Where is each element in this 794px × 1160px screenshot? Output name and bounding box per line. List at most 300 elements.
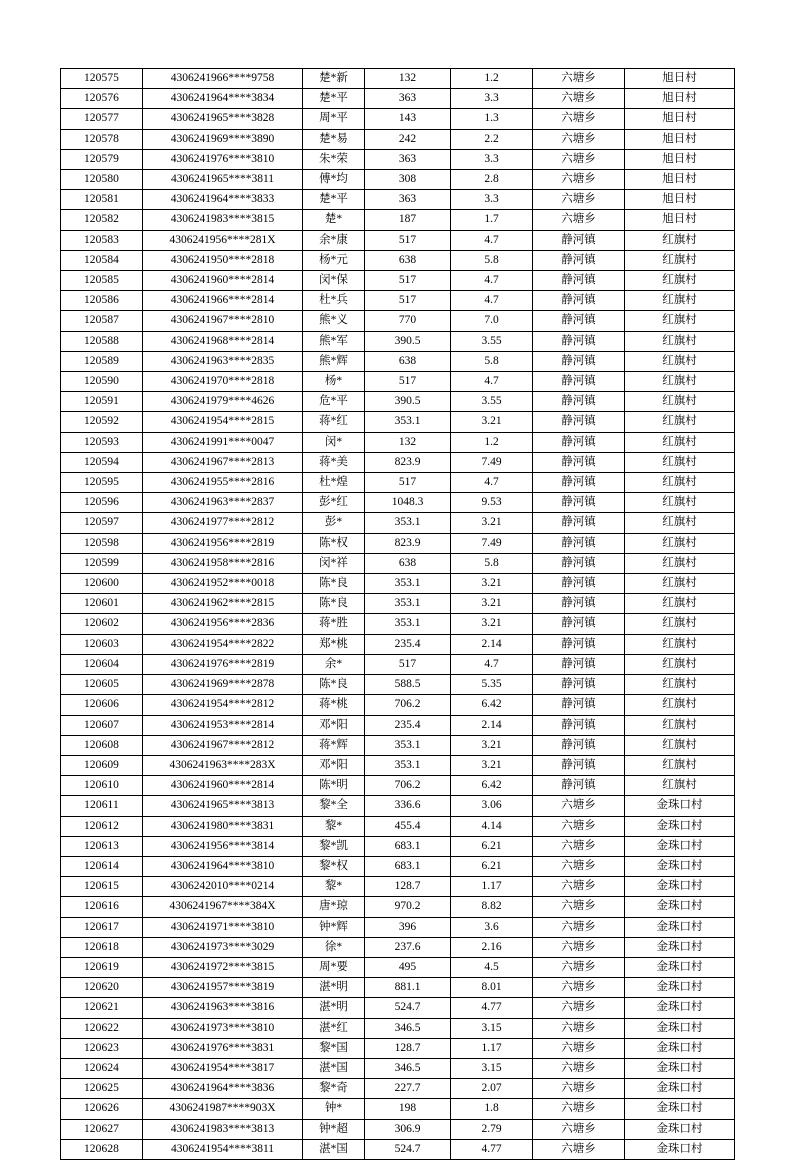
cell-village: 红旗村 bbox=[625, 614, 735, 634]
cell-name: 湛*红 bbox=[303, 1018, 365, 1038]
cell-id_card: 4306241957****3819 bbox=[143, 978, 303, 998]
cell-village: 金珠口村 bbox=[625, 1079, 735, 1099]
cell-amount: 823.9 bbox=[365, 533, 451, 553]
table-row bbox=[61, 614, 735, 634]
cell-township: 六塘乡 bbox=[533, 1139, 625, 1159]
cell-village: 红旗村 bbox=[625, 574, 735, 594]
cell-name: 危*平 bbox=[303, 392, 365, 412]
beneficiary-table bbox=[60, 68, 735, 1160]
cell-township: 静河镇 bbox=[533, 654, 625, 674]
cell-serial: 120585 bbox=[61, 271, 143, 291]
cell-name: 邓*阳 bbox=[303, 715, 365, 735]
cell-serial: 120626 bbox=[61, 1099, 143, 1119]
cell-rate: 3.21 bbox=[451, 574, 533, 594]
cell-village: 红旗村 bbox=[625, 715, 735, 735]
cell-township: 六塘乡 bbox=[533, 796, 625, 816]
cell-amount: 524.7 bbox=[365, 1139, 451, 1159]
cell-rate: 3.06 bbox=[451, 796, 533, 816]
cell-amount: 638 bbox=[365, 553, 451, 573]
cell-name: 彭* bbox=[303, 513, 365, 533]
table-row bbox=[61, 513, 735, 533]
cell-serial: 120575 bbox=[61, 69, 143, 89]
cell-name: 徐* bbox=[303, 937, 365, 957]
cell-amount: 346.5 bbox=[365, 1058, 451, 1078]
cell-rate: 4.7 bbox=[451, 230, 533, 250]
cell-id_card: 4306241964****3833 bbox=[143, 190, 303, 210]
cell-name: 湛*国 bbox=[303, 1058, 365, 1078]
cell-amount: 235.4 bbox=[365, 634, 451, 654]
cell-township: 六塘乡 bbox=[533, 957, 625, 977]
cell-id_card: 4306241958****2816 bbox=[143, 553, 303, 573]
cell-id_card: 4306241991****0047 bbox=[143, 432, 303, 452]
cell-serial: 120610 bbox=[61, 776, 143, 796]
cell-village: 红旗村 bbox=[625, 755, 735, 775]
cell-township: 静河镇 bbox=[533, 432, 625, 452]
cell-township: 静河镇 bbox=[533, 331, 625, 351]
cell-serial: 120581 bbox=[61, 190, 143, 210]
cell-rate: 3.3 bbox=[451, 149, 533, 169]
cell-id_card: 4306241969****3890 bbox=[143, 129, 303, 149]
cell-name: 闵* bbox=[303, 432, 365, 452]
table-row bbox=[61, 331, 735, 351]
cell-name: 黎*国 bbox=[303, 1038, 365, 1058]
cell-township: 静河镇 bbox=[533, 715, 625, 735]
cell-village: 金珠口村 bbox=[625, 1139, 735, 1159]
cell-id_card: 4306241980****3831 bbox=[143, 816, 303, 836]
cell-rate: 6.42 bbox=[451, 776, 533, 796]
cell-rate: 1.17 bbox=[451, 1038, 533, 1058]
cell-village: 红旗村 bbox=[625, 271, 735, 291]
cell-township: 六塘乡 bbox=[533, 170, 625, 190]
cell-rate: 3.21 bbox=[451, 412, 533, 432]
cell-township: 六塘乡 bbox=[533, 877, 625, 897]
cell-village: 红旗村 bbox=[625, 473, 735, 493]
cell-name: 周*要 bbox=[303, 957, 365, 977]
cell-village: 红旗村 bbox=[625, 675, 735, 695]
cell-serial: 120601 bbox=[61, 594, 143, 614]
cell-id_card: 4306241960****2814 bbox=[143, 776, 303, 796]
cell-id_card: 4306241983****3813 bbox=[143, 1119, 303, 1139]
table-row bbox=[61, 1139, 735, 1159]
table-row bbox=[61, 715, 735, 735]
cell-id_card: 4306241965****3811 bbox=[143, 170, 303, 190]
cell-name: 蒋*桃 bbox=[303, 695, 365, 715]
cell-name: 湛*国 bbox=[303, 1139, 365, 1159]
cell-amount: 881.1 bbox=[365, 978, 451, 998]
cell-serial: 120600 bbox=[61, 574, 143, 594]
cell-amount: 353.1 bbox=[365, 594, 451, 614]
table-row bbox=[61, 351, 735, 371]
cell-amount: 706.2 bbox=[365, 776, 451, 796]
table-row bbox=[61, 917, 735, 937]
table-row bbox=[61, 452, 735, 472]
cell-id_card: 4306241983****3815 bbox=[143, 210, 303, 230]
cell-village: 金珠口村 bbox=[625, 978, 735, 998]
cell-name: 楚* bbox=[303, 210, 365, 230]
table-row bbox=[61, 776, 735, 796]
cell-name: 熊*军 bbox=[303, 331, 365, 351]
table-row bbox=[61, 271, 735, 291]
cell-amount: 517 bbox=[365, 473, 451, 493]
cell-township: 静河镇 bbox=[533, 392, 625, 412]
table-row bbox=[61, 695, 735, 715]
cell-serial: 120628 bbox=[61, 1139, 143, 1159]
cell-serial: 120597 bbox=[61, 513, 143, 533]
cell-name: 朱*荣 bbox=[303, 149, 365, 169]
cell-township: 静河镇 bbox=[533, 553, 625, 573]
cell-name: 陈*明 bbox=[303, 776, 365, 796]
cell-serial: 120583 bbox=[61, 230, 143, 250]
cell-amount: 706.2 bbox=[365, 695, 451, 715]
cell-village: 旭日村 bbox=[625, 129, 735, 149]
cell-village: 旭日村 bbox=[625, 170, 735, 190]
cell-amount: 683.1 bbox=[365, 856, 451, 876]
cell-id_card: 4306241966****9758 bbox=[143, 69, 303, 89]
cell-id_card: 4306241987****903X bbox=[143, 1099, 303, 1119]
cell-rate: 2.16 bbox=[451, 937, 533, 957]
table-row bbox=[61, 250, 735, 270]
table-row bbox=[61, 170, 735, 190]
cell-township: 静河镇 bbox=[533, 493, 625, 513]
table-row bbox=[61, 957, 735, 977]
cell-village: 金珠口村 bbox=[625, 1038, 735, 1058]
cell-serial: 120608 bbox=[61, 735, 143, 755]
cell-village: 红旗村 bbox=[625, 432, 735, 452]
table-row bbox=[61, 493, 735, 513]
cell-rate: 1.2 bbox=[451, 69, 533, 89]
cell-amount: 517 bbox=[365, 291, 451, 311]
cell-serial: 120589 bbox=[61, 351, 143, 371]
cell-id_card: 4306241960****2814 bbox=[143, 271, 303, 291]
table-row bbox=[61, 553, 735, 573]
cell-township: 静河镇 bbox=[533, 473, 625, 493]
cell-village: 金珠口村 bbox=[625, 998, 735, 1018]
cell-amount: 128.7 bbox=[365, 1038, 451, 1058]
cell-township: 静河镇 bbox=[533, 311, 625, 331]
table-row bbox=[61, 856, 735, 876]
cell-name: 闵*保 bbox=[303, 271, 365, 291]
cell-id_card: 4306241954****3811 bbox=[143, 1139, 303, 1159]
table-row bbox=[61, 1058, 735, 1078]
cell-serial: 120620 bbox=[61, 978, 143, 998]
cell-serial: 120607 bbox=[61, 715, 143, 735]
cell-rate: 6.21 bbox=[451, 856, 533, 876]
cell-rate: 1.8 bbox=[451, 1099, 533, 1119]
cell-township: 静河镇 bbox=[533, 675, 625, 695]
table-row bbox=[61, 735, 735, 755]
cell-amount: 143 bbox=[365, 109, 451, 129]
cell-id_card: 4306241955****2816 bbox=[143, 473, 303, 493]
cell-amount: 353.1 bbox=[365, 755, 451, 775]
table-row bbox=[61, 594, 735, 614]
cell-id_card: 4306241956****2836 bbox=[143, 614, 303, 634]
cell-village: 红旗村 bbox=[625, 412, 735, 432]
cell-village: 红旗村 bbox=[625, 776, 735, 796]
cell-township: 六塘乡 bbox=[533, 1079, 625, 1099]
cell-township: 六塘乡 bbox=[533, 1018, 625, 1038]
cell-township: 六塘乡 bbox=[533, 109, 625, 129]
cell-id_card: 4306241967****384X bbox=[143, 897, 303, 917]
cell-serial: 120602 bbox=[61, 614, 143, 634]
cell-rate: 3.21 bbox=[451, 735, 533, 755]
cell-rate: 1.2 bbox=[451, 432, 533, 452]
cell-township: 静河镇 bbox=[533, 271, 625, 291]
cell-serial: 120624 bbox=[61, 1058, 143, 1078]
cell-township: 静河镇 bbox=[533, 250, 625, 270]
cell-id_card: 4306241973****3029 bbox=[143, 937, 303, 957]
cell-township: 六塘乡 bbox=[533, 937, 625, 957]
cell-township: 六塘乡 bbox=[533, 836, 625, 856]
cell-name: 杨* bbox=[303, 372, 365, 392]
cell-township: 六塘乡 bbox=[533, 89, 625, 109]
cell-township: 静河镇 bbox=[533, 513, 625, 533]
cell-rate: 3.21 bbox=[451, 513, 533, 533]
cell-township: 六塘乡 bbox=[533, 1058, 625, 1078]
cell-id_card: 4306241966****2814 bbox=[143, 291, 303, 311]
cell-name: 黎* bbox=[303, 816, 365, 836]
cell-name: 湛*明 bbox=[303, 998, 365, 1018]
cell-village: 金珠口村 bbox=[625, 816, 735, 836]
cell-rate: 6.42 bbox=[451, 695, 533, 715]
cell-township: 静河镇 bbox=[533, 351, 625, 371]
cell-rate: 5.8 bbox=[451, 250, 533, 270]
cell-amount: 390.5 bbox=[365, 392, 451, 412]
cell-name: 楚*新 bbox=[303, 69, 365, 89]
table-row bbox=[61, 897, 735, 917]
cell-name: 陈*权 bbox=[303, 533, 365, 553]
cell-id_card: 4306241963****3816 bbox=[143, 998, 303, 1018]
cell-rate: 7.49 bbox=[451, 452, 533, 472]
cell-amount: 363 bbox=[365, 89, 451, 109]
cell-serial: 120580 bbox=[61, 170, 143, 190]
cell-rate: 3.3 bbox=[451, 89, 533, 109]
cell-name: 陈*良 bbox=[303, 594, 365, 614]
cell-village: 红旗村 bbox=[625, 634, 735, 654]
cell-name: 余* bbox=[303, 654, 365, 674]
cell-id_card: 4306241965****3813 bbox=[143, 796, 303, 816]
table-row bbox=[61, 149, 735, 169]
cell-amount: 517 bbox=[365, 271, 451, 291]
cell-township: 六塘乡 bbox=[533, 816, 625, 836]
cell-amount: 353.1 bbox=[365, 735, 451, 755]
cell-amount: 242 bbox=[365, 129, 451, 149]
cell-name: 钟* bbox=[303, 1099, 365, 1119]
cell-rate: 2.14 bbox=[451, 634, 533, 654]
cell-serial: 120615 bbox=[61, 877, 143, 897]
cell-id_card: 4306241952****0018 bbox=[143, 574, 303, 594]
cell-serial: 120577 bbox=[61, 109, 143, 129]
cell-id_card: 4306241970****2818 bbox=[143, 372, 303, 392]
cell-id_card: 4306241954****2815 bbox=[143, 412, 303, 432]
cell-id_card: 4306241973****3810 bbox=[143, 1018, 303, 1038]
table-row bbox=[61, 291, 735, 311]
cell-township: 六塘乡 bbox=[533, 998, 625, 1018]
table-row bbox=[61, 574, 735, 594]
cell-rate: 4.14 bbox=[451, 816, 533, 836]
cell-serial: 120622 bbox=[61, 1018, 143, 1038]
table-row bbox=[61, 796, 735, 816]
table-row bbox=[61, 372, 735, 392]
cell-township: 六塘乡 bbox=[533, 856, 625, 876]
cell-name: 蒋*美 bbox=[303, 452, 365, 472]
cell-serial: 120612 bbox=[61, 816, 143, 836]
cell-amount: 396 bbox=[365, 917, 451, 937]
cell-serial: 120619 bbox=[61, 957, 143, 977]
table-row bbox=[61, 816, 735, 836]
cell-rate: 4.5 bbox=[451, 957, 533, 977]
cell-township: 静河镇 bbox=[533, 594, 625, 614]
cell-serial: 120590 bbox=[61, 372, 143, 392]
cell-id_card: 4306241964****3810 bbox=[143, 856, 303, 876]
cell-amount: 1048.3 bbox=[365, 493, 451, 513]
cell-township: 六塘乡 bbox=[533, 149, 625, 169]
cell-amount: 187 bbox=[365, 210, 451, 230]
table-row bbox=[61, 654, 735, 674]
cell-serial: 120627 bbox=[61, 1119, 143, 1139]
cell-name: 杜*煌 bbox=[303, 473, 365, 493]
cell-village: 旭日村 bbox=[625, 89, 735, 109]
cell-village: 红旗村 bbox=[625, 250, 735, 270]
cell-id_card: 4306241954****3817 bbox=[143, 1058, 303, 1078]
cell-amount: 346.5 bbox=[365, 1018, 451, 1038]
cell-id_card: 4306241953****2814 bbox=[143, 715, 303, 735]
cell-id_card: 4306241965****3828 bbox=[143, 109, 303, 129]
cell-name: 熊*辉 bbox=[303, 351, 365, 371]
cell-township: 静河镇 bbox=[533, 533, 625, 553]
cell-township: 六塘乡 bbox=[533, 1038, 625, 1058]
cell-name: 傅*均 bbox=[303, 170, 365, 190]
cell-serial: 120582 bbox=[61, 210, 143, 230]
cell-serial: 120625 bbox=[61, 1079, 143, 1099]
cell-id_card: 4306241976****3810 bbox=[143, 149, 303, 169]
cell-id_card: 4306241956****3814 bbox=[143, 836, 303, 856]
cell-serial: 120598 bbox=[61, 533, 143, 553]
cell-serial: 120576 bbox=[61, 89, 143, 109]
cell-township: 静河镇 bbox=[533, 695, 625, 715]
cell-village: 金珠口村 bbox=[625, 1099, 735, 1119]
cell-name: 周*平 bbox=[303, 109, 365, 129]
cell-rate: 9.53 bbox=[451, 493, 533, 513]
cell-rate: 2.2 bbox=[451, 129, 533, 149]
cell-name: 邓*阳 bbox=[303, 755, 365, 775]
cell-rate: 2.07 bbox=[451, 1079, 533, 1099]
cell-id_card: 4306241977****2812 bbox=[143, 513, 303, 533]
cell-village: 金珠口村 bbox=[625, 1058, 735, 1078]
cell-name: 钟*辉 bbox=[303, 917, 365, 937]
cell-id_card: 4306241969****2878 bbox=[143, 675, 303, 695]
cell-village: 红旗村 bbox=[625, 533, 735, 553]
table-row bbox=[61, 69, 735, 89]
cell-village: 旭日村 bbox=[625, 210, 735, 230]
table-row bbox=[61, 432, 735, 452]
cell-rate: 4.7 bbox=[451, 473, 533, 493]
cell-township: 静河镇 bbox=[533, 230, 625, 250]
cell-serial: 120596 bbox=[61, 493, 143, 513]
cell-village: 红旗村 bbox=[625, 452, 735, 472]
cell-serial: 120603 bbox=[61, 634, 143, 654]
cell-name: 蒋*红 bbox=[303, 412, 365, 432]
cell-serial: 120578 bbox=[61, 129, 143, 149]
table-row bbox=[61, 473, 735, 493]
cell-rate: 4.77 bbox=[451, 1139, 533, 1159]
cell-name: 闵*祥 bbox=[303, 553, 365, 573]
cell-name: 蒋*胜 bbox=[303, 614, 365, 634]
cell-amount: 455.4 bbox=[365, 816, 451, 836]
cell-serial: 120584 bbox=[61, 250, 143, 270]
cell-name: 黎*凯 bbox=[303, 836, 365, 856]
cell-village: 金珠口村 bbox=[625, 796, 735, 816]
cell-amount: 363 bbox=[365, 190, 451, 210]
table-row bbox=[61, 1018, 735, 1038]
cell-id_card: 4306241954****2812 bbox=[143, 695, 303, 715]
cell-township: 六塘乡 bbox=[533, 978, 625, 998]
cell-name: 陈*良 bbox=[303, 574, 365, 594]
cell-id_card: 4306241967****2810 bbox=[143, 311, 303, 331]
cell-name: 钟*超 bbox=[303, 1119, 365, 1139]
cell-id_card: 4306241976****2819 bbox=[143, 654, 303, 674]
cell-amount: 823.9 bbox=[365, 452, 451, 472]
cell-township: 静河镇 bbox=[533, 735, 625, 755]
cell-rate: 2.14 bbox=[451, 715, 533, 735]
cell-village: 旭日村 bbox=[625, 190, 735, 210]
cell-serial: 120604 bbox=[61, 654, 143, 674]
table-row bbox=[61, 533, 735, 553]
cell-village: 旭日村 bbox=[625, 149, 735, 169]
cell-village: 红旗村 bbox=[625, 735, 735, 755]
cell-village: 旭日村 bbox=[625, 69, 735, 89]
cell-rate: 3.15 bbox=[451, 1058, 533, 1078]
cell-name: 楚*平 bbox=[303, 89, 365, 109]
cell-village: 金珠口村 bbox=[625, 937, 735, 957]
cell-name: 熊*义 bbox=[303, 311, 365, 331]
cell-rate: 3.15 bbox=[451, 1018, 533, 1038]
cell-name: 陈*良 bbox=[303, 675, 365, 695]
cell-id_card: 4306242010****0214 bbox=[143, 877, 303, 897]
cell-id_card: 4306241976****3831 bbox=[143, 1038, 303, 1058]
cell-rate: 3.21 bbox=[451, 594, 533, 614]
cell-amount: 132 bbox=[365, 432, 451, 452]
cell-rate: 3.21 bbox=[451, 755, 533, 775]
cell-village: 金珠口村 bbox=[625, 856, 735, 876]
cell-id_card: 4306241962****2815 bbox=[143, 594, 303, 614]
cell-rate: 8.01 bbox=[451, 978, 533, 998]
cell-name: 杨*元 bbox=[303, 250, 365, 270]
cell-village: 红旗村 bbox=[625, 513, 735, 533]
cell-name: 黎*权 bbox=[303, 856, 365, 876]
cell-township: 静河镇 bbox=[533, 574, 625, 594]
table-row bbox=[61, 937, 735, 957]
cell-serial: 120621 bbox=[61, 998, 143, 1018]
cell-village: 旭日村 bbox=[625, 109, 735, 129]
cell-rate: 3.55 bbox=[451, 331, 533, 351]
cell-village: 金珠口村 bbox=[625, 1018, 735, 1038]
cell-township: 静河镇 bbox=[533, 452, 625, 472]
cell-village: 红旗村 bbox=[625, 372, 735, 392]
cell-village: 红旗村 bbox=[625, 291, 735, 311]
cell-village: 红旗村 bbox=[625, 695, 735, 715]
cell-name: 黎* bbox=[303, 877, 365, 897]
cell-township: 六塘乡 bbox=[533, 897, 625, 917]
cell-rate: 5.8 bbox=[451, 351, 533, 371]
cell-township: 静河镇 bbox=[533, 776, 625, 796]
cell-amount: 353.1 bbox=[365, 513, 451, 533]
table-row bbox=[61, 877, 735, 897]
cell-serial: 120579 bbox=[61, 149, 143, 169]
cell-id_card: 4306241963****283X bbox=[143, 755, 303, 775]
cell-rate: 4.7 bbox=[451, 291, 533, 311]
cell-village: 红旗村 bbox=[625, 594, 735, 614]
cell-village: 红旗村 bbox=[625, 311, 735, 331]
